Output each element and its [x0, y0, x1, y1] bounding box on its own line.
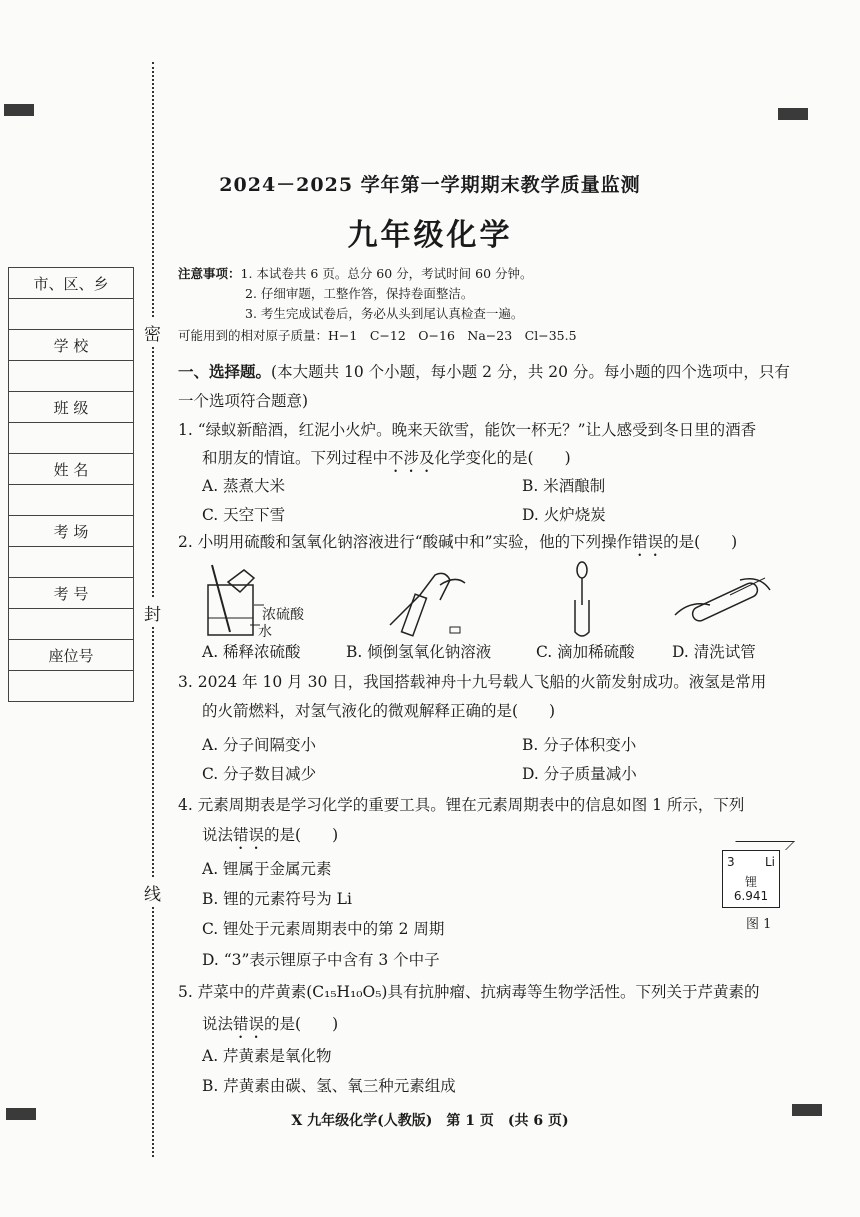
q1-stem-part: 和朋友的情谊。下列过程中: [202, 449, 389, 467]
dropper-illustration: [562, 560, 602, 640]
notice-item: 1. 本试卷共 6 页。总分 60 分，考试时间 60 分钟。: [240, 266, 533, 281]
q4-option-a[interactable]: A. 锂属于金属元素: [202, 860, 332, 878]
lithium-element-card: [722, 850, 780, 908]
q4-stem: 4. 元素周期表是学习化学的重要工具。锂在元素周期表中的信息如图 1 所示，下列: [178, 796, 745, 814]
notice-block: [178, 264, 533, 282]
q2-option-b[interactable]: B. 倾倒氢氧化钠溶液: [346, 643, 492, 661]
q2-stem-part: 2. 小明用硫酸和氢氧化钠溶液进行“酸碱中和”实验，他的下列操作: [178, 533, 633, 551]
figure-caption: 图 1: [746, 917, 772, 932]
q5-emphasis: 错误: [233, 1015, 265, 1033]
field-input-school[interactable]: [9, 361, 134, 392]
field-label-name: 姓 名: [9, 454, 134, 485]
q3-stem: 的火箭燃料，对氢气液化的微观解释正确的是( ): [202, 702, 556, 720]
atomic-mass-line: 可能用到的相对原子质量：H−1 C−12 O−16 Na−23 Cl−35.5: [178, 328, 577, 343]
q2-stem-part: 的是( ): [663, 533, 738, 551]
seal-char-mi: 密: [144, 318, 161, 347]
q3-option-c[interactable]: C. 分子数目减少: [202, 765, 317, 783]
element-symbol: Li: [764, 855, 775, 869]
atomic-number: 3: [727, 855, 735, 869]
section-desc: 一个选项符合题意): [178, 392, 309, 410]
section-desc: (本大题共 10 个小题，每小题 2 分，共 20 分。每小题的四个选项中，只有: [271, 363, 790, 381]
q5-option-b[interactable]: B. 芹黄素由碳、氢、氧三种元素组成: [202, 1077, 456, 1095]
q3-option-a[interactable]: A. 分子间隔变小: [202, 736, 317, 754]
notice-item: 2. 仔细审题，工整作答，保持卷面整洁。: [245, 286, 474, 301]
q2-option-c[interactable]: C. 滴加稀硫酸: [536, 643, 635, 661]
q4-option-b[interactable]: B. 锂的元素符号为 Li: [202, 890, 352, 908]
atomic-mass: 6.941: [733, 889, 769, 903]
q3-option-d[interactable]: D. 分子质量减小: [522, 765, 637, 783]
candidate-info-table: [8, 267, 134, 702]
section-title: 一、选择题。: [178, 362, 272, 381]
q4-stem-part: 的是( ): [264, 826, 339, 844]
label-acid: 浓硫酸: [262, 607, 304, 623]
registration-mark: [4, 104, 34, 116]
beaker-dilution-illustration: [200, 560, 310, 640]
field-input-exam-number[interactable]: [9, 609, 134, 640]
subject-title: 九年级化学: [347, 218, 513, 253]
field-label-seat: 座位号: [9, 640, 134, 671]
q1-emphasis: 不涉及: [388, 449, 435, 467]
field-label-school: 学 校: [9, 330, 134, 361]
field-input-seat[interactable]: [9, 671, 134, 702]
field-label-exam-number: 考 号: [9, 578, 134, 609]
q2-option-a[interactable]: A. 稀释浓硫酸: [202, 643, 301, 661]
q4-emphasis: 错误: [233, 826, 265, 844]
q1-option-d[interactable]: D. 火炉烧炭: [522, 506, 606, 524]
section-heading: [178, 360, 790, 382]
page-footer: X 九年级化学(人教版) 第 1 页 (共 6 页): [291, 1113, 569, 1129]
q5-stem: 5. 芹菜中的芹黄素(C₁₅H₁₀O₅)具有抗肿瘤、抗病毒等生物学活性。下列关于芹黄素的: [178, 983, 760, 1001]
notice-label: 注意事项：: [178, 266, 241, 281]
q4-option-d[interactable]: D. “3”表示锂原子中含有 3 个中子: [202, 951, 440, 969]
q2-emphasis: 错误: [632, 533, 664, 551]
q5-stem-part: 说法: [202, 1015, 234, 1033]
element-name: 锂: [744, 875, 757, 889]
q1-option-a[interactable]: A. 蒸煮大米: [202, 477, 286, 495]
q3-option-b[interactable]: B. 分子体积变小: [522, 736, 637, 754]
field-label-class: 班 级: [9, 392, 134, 423]
q1-stem: 1. “绿蚁新醅酒，红泥小火炉。晚来天欲雪，能饮一杯无？”让人感受到冬日里的酒香: [178, 421, 757, 439]
field-input-class[interactable]: [9, 423, 134, 454]
q1-option-b[interactable]: B. 米酒酿制: [522, 477, 606, 495]
field-label-room: 考 场: [9, 516, 134, 547]
q4-stem-part: 说法: [202, 826, 234, 844]
notice-item: 3. 考生完成试卷后，务必从头到尾认真检查一遍。: [245, 306, 524, 321]
q3-stem: 3. 2024 年 10 月 30 日，我国搭载神舟十九号载人飞船的火箭发射成功。液氢是常用: [178, 673, 767, 691]
q5-option-a[interactable]: A. 芹黄素是氧化物: [202, 1047, 332, 1065]
test-tube-cleaning-illustration: [670, 570, 780, 640]
pouring-illustration: [380, 565, 480, 640]
q1-stem: [202, 446, 571, 476]
q4-stem: [202, 823, 338, 853]
q1-stem-part: 化学变化的是( ): [434, 449, 571, 467]
registration-mark: [778, 108, 808, 120]
q4-option-c[interactable]: C. 锂处于元素周期表中的第 2 周期: [202, 920, 445, 938]
seal-char-xian: 线: [144, 878, 161, 907]
q5-stem: [202, 1012, 338, 1042]
label-water: 水: [258, 624, 272, 640]
field-input-name[interactable]: [9, 485, 134, 516]
field-label-district: 市、区、乡: [9, 268, 134, 299]
exam-title: 2024－2025 学年第一学期期末教学质量监测: [219, 174, 641, 196]
q2-stem: [178, 530, 737, 560]
field-input-district[interactable]: [9, 299, 134, 330]
q2-option-d[interactable]: D. 清洗试管: [672, 643, 756, 661]
seal-char-feng: 封: [144, 598, 161, 627]
field-input-room[interactable]: [9, 547, 134, 578]
q1-option-c[interactable]: C. 天空下雪: [202, 506, 286, 524]
q5-stem-part: 的是( ): [264, 1015, 339, 1033]
